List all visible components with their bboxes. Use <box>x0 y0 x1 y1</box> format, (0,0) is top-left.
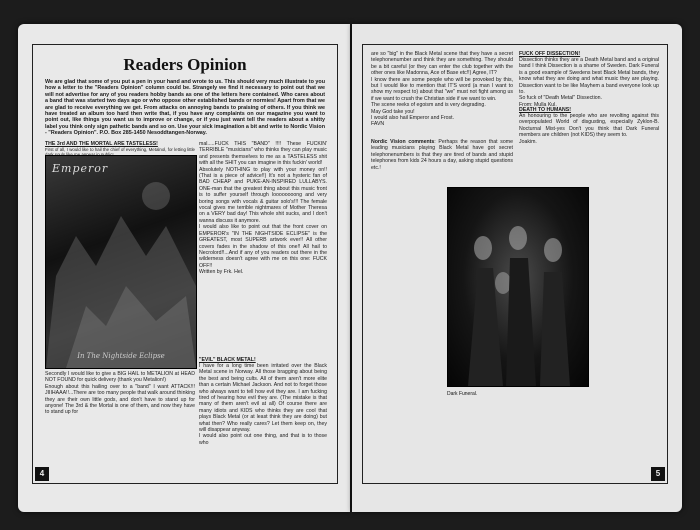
magazine-spread <box>18 24 682 512</box>
intro-text: We are glad that some of you put a pen in your hand and wrote to us. This should very much illustrate to you how a letter to the "Readers Opinion" column could be. Strangely we find it necessary to point out that we will not advertise for any of you readers hobby bands as one of the letters here contained. Who cares about a band that was started two days ago or who oppose other established bands or normies! Apart from that we are glad to receive everything we get. From attacks on annoying bands to praising of others. If you think we have treated an album too hard then write that, if you have any complaints on our magazine you want to point out, like things you want us to improve or change, or if you just want tell the readers about a shitty label you think only sign pathetic bands and so on. Use your sick imagination a bit and write to Nordic Vision - "Readers Opinion". P.O. Box 285-1450 Nesoddtangen-Norway. <box>45 79 325 137</box>
page-number: 4 <box>35 467 49 481</box>
letter1-heading: THE 3rd AND THE MORTAL ARE TASTELESS! <box>45 141 158 147</box>
left-page <box>18 24 350 512</box>
right-page <box>352 24 682 512</box>
band-silhouettes-icon <box>448 188 588 386</box>
album-cover-image <box>45 155 197 369</box>
letter1-body: mal.....FUCK THIS "BAND" !!!! These FUCKIN' TERRIBLE "musicians" who thinks they can play music and presents themselves to me as a TASTELESS shit with all the SHIT you can imagine in this fuckin' world! Absolutely NOTHING to play with your money on!! (That is a piece of advice!!) It's not a hysteric fan of BAD CHEAP and PUKE-AN-INSPIRED LULLABYS. ONE-man that the greatest thing about this music front is to suffer yourself through loooooooong and very boring songs with vocals & guitar solo's!!! The female vocal gives me terrible nightmares of Mother Theresa on a VERY bad day! This whole shit sucks, and I don't wanna discuss it anymore. I would also like to point out that the front cover on EMPEROR's "IN THE NIGHTSIDE ECLIPSE" is the GREATEST, most SUPERB artwork ever!! All other covers fades in the shadow of this one!! All hail to Necrolord!!...And if any of you readers out there in the wilderness doesn't agree with me on this one: FUCK OFF!! Written by Frk. Hel. <box>199 141 327 276</box>
photo-caption: Dark Funeral. <box>447 391 478 397</box>
letter2-heading: "EVIL" BLACK METAL! <box>199 357 256 363</box>
letter2-body: I have for a long time been irritated over the Black Metal scene in Norway. All those bragging about being the best and being cults. All of them aren't more elite than a certain Michael Jackson. And not to forget those who always want to tell how evil they are. I am fucking tired of hearing how evil they are. (The mistake is that many of them aren't evil at all) Of course there are many idiots and KIDS who thinks they are cool that plays Black Metal (or at least think they are doing) but what then? Who really cares? Let them keep on, they will disappear anyway. I would also point out one thing, and that is to those who <box>199 363 327 446</box>
letter1-continued: Secondly I would like to give a BIG HAIL to METALION at HEAD NOT FOUND for quick delivery (thank you Metalion!) Enough about this hailing over to a "band" I want ATTACK!!! JIIIHAAA!!...There are too many people that walk around thinking they are their own little gods, and don't have to stand up for anyone! The 3rd & the Mortal is one of them, and now they have to stand up for <box>45 371 195 416</box>
dissection-heading: FUCK OFF DISSECTION! <box>519 51 581 57</box>
dissection-body: Dissection thinks they are a Death Metal band and a original band I think Dissection is a shame of Sweden. Dark Funeral is a good example of Swedens best Black Metal bands, they know what they are doing and what music they are playing. Dissection want to be like Mayhem a band everyone look up to. So fuck of "Death Metal" Dissection. From: Mulla Kul. <box>519 57 659 108</box>
humans-body: An honouring to the people who are revolting against this overpopulated World of disgusting, especially Zyklon-B. Nocturnal Mist-yes Don't you think that Dark Funeral members are children (not KIDS) they seem to. Joakim. <box>519 113 659 145</box>
cover-title: In The Nightside Eclipse <box>77 352 165 360</box>
cover-logo: Emperor <box>52 162 109 175</box>
page-number: 5 <box>651 467 665 481</box>
band-photo <box>447 187 589 387</box>
comment-heading: Nordic Vision comments <box>371 139 435 145</box>
comment-body: : Perhaps the reason that some leading musicians playing Black Metal have got secret telephonenumbers is that they are tired of bands and stupid telephones from kids 24 hours a day, asking stupid questions etc.! <box>371 139 513 171</box>
page-title: Readers Opinion <box>123 55 247 74</box>
letter1-start: First of all, I would like to hail the chief of everything, Metalnol, for letting little <box>45 147 195 152</box>
letter-continued: are so "big" in the Black Metal scene that they have a secret telephonenumber and think they are something. They should be a bit careful (or they can enter the club together with the other ones like Madonna, Ace of Base etc!!) Agree, IT? I know there are some people who will be provoked by this, but I would like to mention that IT'S word (a man I want to show my respect to) about that "we" must not fight among us if we want to crush the Christian side if we want to win. The scene reeks of egoism and is very degrading. May God take you! I would also hail Emperor and Frost. FAVN <box>371 51 513 128</box>
nordic-vision-comment <box>371 139 513 169</box>
humans-heading: DEATH TO HUMANS! <box>519 107 571 113</box>
right-page-frame <box>362 44 668 484</box>
left-page-frame <box>32 44 338 484</box>
cover-art-icon <box>46 156 196 368</box>
